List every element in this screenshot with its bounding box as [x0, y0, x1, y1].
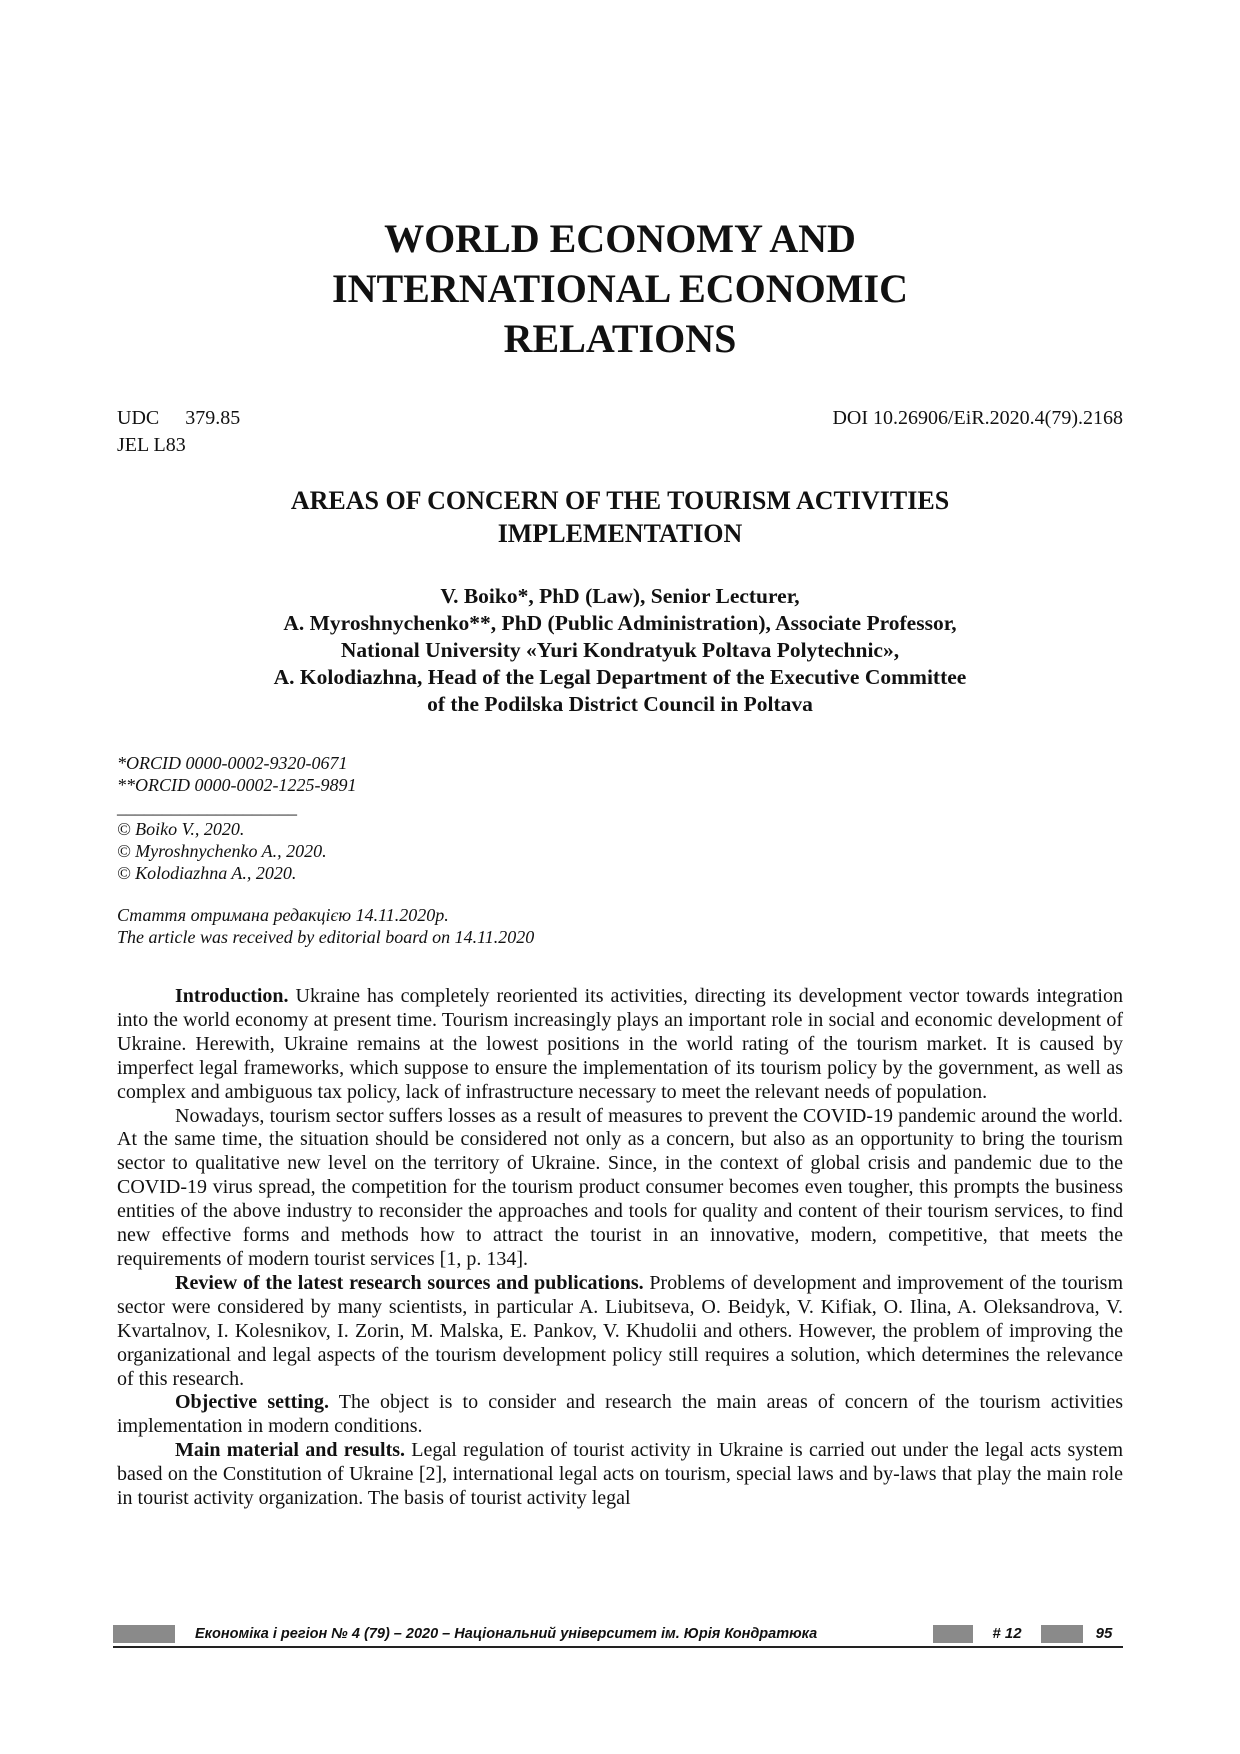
- footer-bar-right: [1041, 1625, 1083, 1643]
- udc-label: UDC: [117, 407, 160, 429]
- article-body: [117, 985, 1123, 1511]
- article-notes: [117, 752, 534, 948]
- paragraph-text: Legal regulation of tourist activity in Ukraine is carried out under the legal acts system based on the Constitution of Ukraine [2], international legal acts on tourism, special laws and by-laws that play the main role in tourist activity organization. The basis of tourist activity legal: [117, 1439, 1123, 1510]
- author-line: National University «Yuri Kondratyuk Poltava Polytechnic»,: [340, 638, 900, 662]
- authors-block: [0, 583, 1240, 718]
- paragraph-heading: Introduction.: [175, 985, 289, 1007]
- doi: DOI 10.26906/EiR.2020.4(79).2168: [832, 407, 1123, 429]
- classification-codes: [117, 405, 240, 459]
- section-title-line: RELATIONS: [503, 316, 737, 361]
- copyright-line: © Boiko V., 2020.: [117, 819, 245, 839]
- author-line: A. Myroshnychenko**, PhD (Public Administration), Associate Professor,: [283, 611, 957, 635]
- footer-journal: Економіка і регіон № 4 (79) – 2020 – Національний університет ім. Юрія Кондратюка: [195, 1626, 818, 1642]
- orcid-line: *ORCID 0000-0002-9320-0671: [117, 753, 348, 773]
- footer-bar-left: [113, 1625, 175, 1643]
- article-title-line: IMPLEMENTATION: [497, 519, 743, 548]
- copyright-line: © Kolodiazhna A., 2020.: [117, 863, 297, 883]
- page-number: 95: [1095, 1625, 1113, 1642]
- page-footer: [113, 1622, 1123, 1648]
- footer-issue: # 12: [992, 1625, 1022, 1642]
- paragraph-review: [117, 1272, 1123, 1392]
- article-title-line: AREAS OF CONCERN OF THE TOURISM ACTIVITIES: [290, 486, 950, 515]
- copyright-line: © Myroshnychenko A., 2020.: [117, 841, 327, 861]
- article-title: [0, 484, 1240, 550]
- section-title-line: INTERNATIONAL ECONOMIC: [332, 266, 908, 311]
- paragraph-heading: Main material and results.: [175, 1439, 406, 1462]
- paragraph-text: Problems of development and improvement of the tourism sector were considered by many scientists, in particular A. Liubitseva, O. Beidyk, V. Kifiak, O. Ilina, A. Oleksandrova, V. Kvartalnov, I. Kolesnikov, I. Zorin, M. Malska, E. Pankov, V. Khudolii and others. However, the problem of improving the organizational and legal aspects of the tourism development policy still requires a solution, which determines the relevance of this research.: [117, 1271, 1123, 1390]
- paragraph-text: Nowadays, tourism sector suffers losses as a result of measures to prevent the COVID-19 pandemic around the world. At the same time, the situation should be considered not only as a concern, but also as an opportunity to bring the tourism sector to qualitative new level on the territory of Ukraine. Since, in the context of global crisis and pandemic due to the COVID-19 virus spread, the competition for the tourism product consumer becomes even tougher, this prompts the business entities of the above industry to reconsider the approaches and tools for quality and content of their tourism services, to find new effective forms and methods how to attract the tourist in an innovative, modern, competitive, that meets the requirements of modern tourist services [1, p. 134].: [117, 1104, 1123, 1270]
- paragraph-heading: Objective setting.: [175, 1391, 329, 1414]
- separator-line: ____________________: [117, 797, 297, 817]
- udc-value: 379.85: [185, 407, 241, 429]
- jel-code: JEL L83: [117, 434, 186, 456]
- author-line: V. Boiko*, PhD (Law), Senior Lecturer,: [440, 584, 800, 608]
- paragraph-heading: Review of the latest research sources and publications.: [175, 1271, 644, 1294]
- orcid-line: **ORCID 0000-0002-1225-9891: [117, 775, 357, 795]
- footer-bar-middle: [933, 1625, 973, 1643]
- paragraph-text: Ukraine has completely reoriented its activities, directing its development vector towards integration into the world economy at present time. Tourism increasingly plays an important role in social and economic development of Ukraine. Herewith, Ukraine remains at the lowest positions in the world rating of the tourism market. It is caused by imperfect legal frameworks, which suppose to ensure the implementation of its tourism policy by the government, as well as complex and ambiguous tax policy, lack of infrastructure necessary to meet the relevant needs of population.: [117, 985, 1123, 1103]
- received-line-ua: Стаття отримана редакцією 14.11.2020р.: [117, 905, 449, 925]
- paragraph-introduction: [117, 985, 1123, 1105]
- paragraph-main-material: [117, 1439, 1123, 1511]
- section-title: [0, 214, 1240, 364]
- author-line: of the Podilska District Council in Poltava: [427, 692, 813, 716]
- received-line-en: The article was received by editorial board on 14.11.2020: [117, 927, 535, 947]
- author-line: A. Kolodiazhna, Head of the Legal Department of the Executive Committee: [273, 665, 967, 689]
- section-title-line: WORLD ECONOMY AND: [384, 216, 856, 261]
- paragraph-text: The object is to consider and research the main areas of concern of the tourism activities implementation in modern conditions.: [117, 1391, 1123, 1438]
- paragraph-objective: [117, 1391, 1123, 1439]
